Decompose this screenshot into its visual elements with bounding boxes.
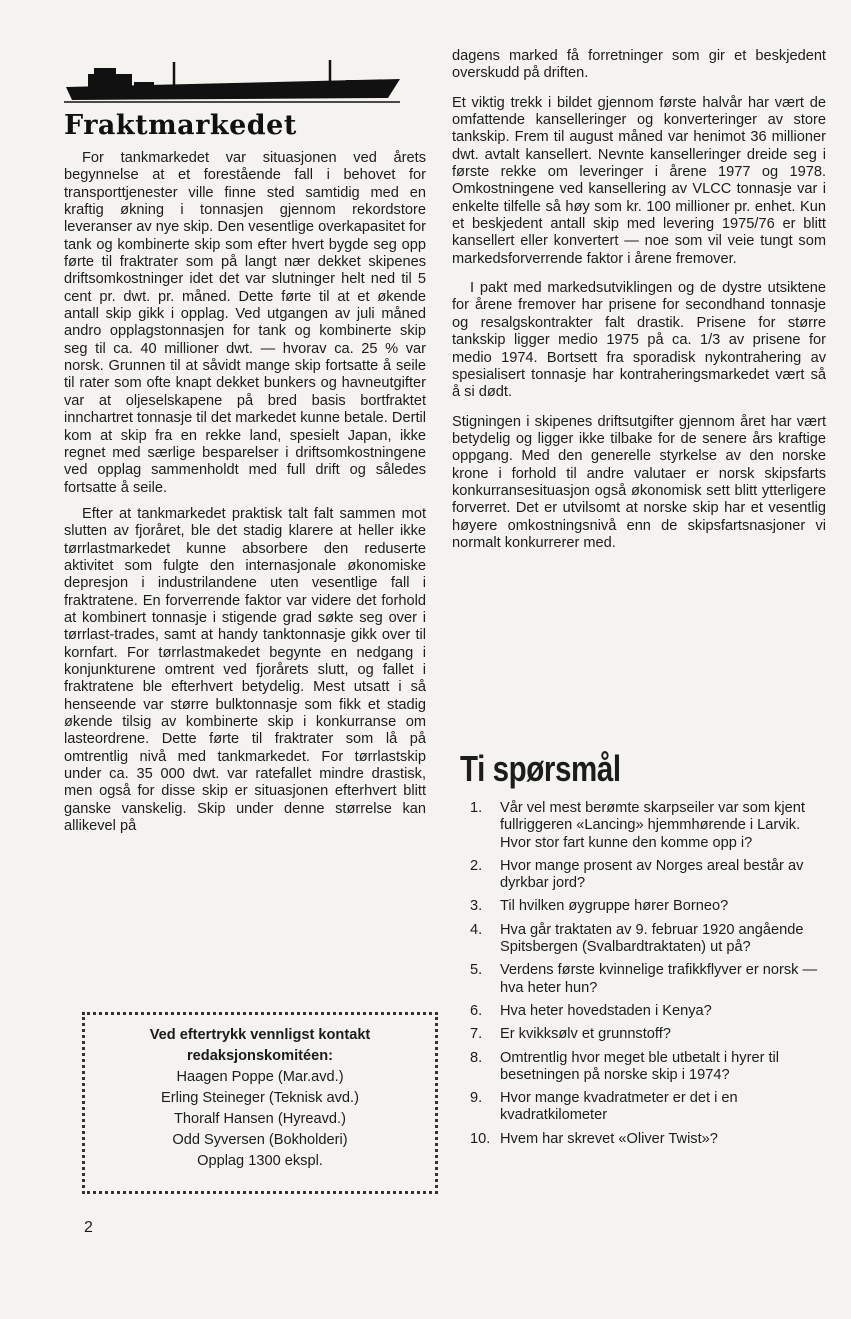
committee-member: Haagen Poppe (Mar.avd.) bbox=[176, 1069, 344, 1085]
quiz-question: Til hvilken øygruppe hører Borneo? bbox=[500, 898, 729, 915]
quiz-number: 9. bbox=[470, 1090, 483, 1107]
paragraph: I pakt med markedsutviklingen og de dystre utsiktene for årene fremover har prisene for secondhand tonnasje og resalgskontrakter falt drastik. Prisene for større tankskip ligger medio 1975 på ca. 1/3 av prisene for medio 1974. Bortsett fra sporadisk nykontrahering av spesialisert tonnasje har kontraheringsmarkedet vært så å si dødt. bbox=[452, 280, 826, 401]
committee-member: Erling Steineger (Teknisk avd.) bbox=[161, 1090, 359, 1106]
quiz-question: Hvem har skrevet «Oliver Twist»? bbox=[500, 1130, 718, 1147]
quiz-number: 6. bbox=[470, 1002, 483, 1019]
paragraph: Et viktig trekk i bildet gjennom første halvår har vært de omfattende kanselleringer og konverteringer av store tankskip. Frem til august måned var henimot 36 millioner dwt. avtalt kansellert. Nevnte kanselleringer dreide seg i første rekke om leveringer i årene 1977 og 1978. Omkostningene ved kansellering av VLCC tonnasje var i enkelte tilfelle så høy som kr. 100 millioner pr. enhet. Kun et beskjedent antall skip med levering 1975/76 er blitt kansellert eller konvertert — noe som vil veie tungt som markedsforverrende faktor i årene fremover. bbox=[452, 94, 826, 267]
quiz-question: Er kvikksølv et grunnstoff? bbox=[500, 1026, 671, 1043]
quiz-question: Hva går traktaten av 9. februar 1920 angående Spitsbergen (Svalbardtraktaten) ut på? bbox=[500, 921, 804, 956]
quiz-item bbox=[452, 858, 828, 893]
quiz-number: 7. bbox=[470, 1026, 483, 1043]
committee-member: Odd Syversen (Bokholderi) bbox=[172, 1132, 348, 1148]
committee-member: Thoralf Hansen (Hyreavd.) bbox=[174, 1111, 346, 1127]
box-heading: Ved eftertrykk vennligst kontakt bbox=[149, 1027, 371, 1043]
paragraph: dagens marked få forretninger som gir et beskjedent overskudd på driften. bbox=[452, 48, 826, 82]
quiz-item bbox=[452, 1090, 828, 1125]
quiz-question: Omtrentlig hvor meget ble utbetalt i hyrer til besetningen på norske skip i 1974? bbox=[500, 1049, 780, 1083]
paragraph: For tankmarkedet var situasjonen ved årets begynnelse at et forestående fall i behovet for transporttjenester ville finne sted samtidig med en kraftig økning i tonnasjen gjennom rekordstore leveranser av nye skip. Den vesentlige overkapasitet for tank og kombinerte skip som efter hvert bygde seg opp førte til fraktrater som på langt nær dekket skipenes driftsomkostninger idet det var slutninger helt ned til 5 cent pr. dwt. pr. måned. Dette førte til at et økende antall skip gikk i opplag. Ved utgangen av juli måned andro opplagstonnasjen for tank og kombinerte skip seg til ca. 40 millioner dwt. — hvorav ca. 25 % var norsk. Grunnen til at såvidt mange skip fortsatte å seile til rater som ofte knapt dekket bunkers og havneutgifter var at oljeselskapene på bred basis bortfraktet innchartret tonnasje til det markedet kunne betale. Dertil kom at skip fra en rekke land, spesielt Japan, ikke regnet med særlige besparelser i driftsomkostningene ved opplag sammenholdt med full drift og således fortsatte å seile. bbox=[64, 150, 426, 496]
tanker-ship-illustration bbox=[64, 58, 400, 104]
page-number: 2 bbox=[84, 1219, 93, 1236]
quiz-number: 2. bbox=[470, 857, 483, 874]
quiz-question: Verdens første kvinnelige trafikkflyver er norsk — hva heter hun? bbox=[500, 962, 818, 996]
quiz-item bbox=[452, 898, 828, 915]
quiz-item bbox=[452, 1131, 828, 1148]
print-run: Opplag 1300 ekspl. bbox=[197, 1153, 323, 1169]
quiz-number: 3. bbox=[470, 898, 483, 915]
quiz-item bbox=[452, 1026, 828, 1043]
quiz-number: 10. bbox=[470, 1130, 491, 1147]
paragraph: Efter at tankmarkedet praktisk talt falt sammen mot slutten av fjoråret, ble det stadig klarere at heller ikke tørrlastmarkedet kunne absorbere den reduserte aktivitet som fulgte den internasjonale økonomiske depresjon i industrilandene uten vesentlige fall i fraktratene. En forverrende faktor var videre det forhold at kombinert tonnasje i stigende grad søkte seg over i tørrlast-trades, samt at handy tanktonnasje gikk over til kornfart. For tørrlastmakedet begynte en nedgang i konjunkturene omtrent ved fjorårets slutt, og fallet i fraktratene ble efterhvert betydelig. Mest utsatt i så henseende var større bulktonnasje som fikk et stadig økende tilsig av kombinerte skip i konkurranse om lasteordrene. Dette førte til fraktrater som lå på omtrentlig nivå med tankmarkedet. For tørrlastskip under ca. 35 000 dwt. var ratefallet mindre drastisk, men også for disse skip er situasjonen efterhvert blitt ganske vanskelig. Skip under denne størrelse kan allikevel på bbox=[64, 505, 426, 835]
quiz-number: 1. bbox=[470, 800, 483, 816]
paragraph: Stigningen i skipenes driftsutgifter gjennom året har vært betydelig og ligger ikke tilbake for de senere års kraftige oppgang. Med den generelle styrkelse av den norske krone i forhold til andre valutaer er norsk skipsfarts konkurransesituasjon også økonomisk sett blitt ytterligere forverret. Det er utvilsomt at norske skip har et vesentlig høyere omkostningsnivå enn de skipsfartsnasjoner vi normalt konkurrerer med. bbox=[452, 413, 826, 551]
quiz-list bbox=[452, 800, 828, 1154]
quiz-question: Vår vel mest berømte skarpseiler var som kjent fullriggeren «Lancing» hjemmhørende i Larvik. Hvor stor fart kunne den komme opp i? bbox=[500, 800, 805, 851]
quiz-number: 8. bbox=[470, 1049, 483, 1066]
quiz-title: Ti spørsmål bbox=[460, 748, 621, 789]
box-subheading: redaksjonskomitéen: bbox=[187, 1048, 333, 1064]
quiz-number: 4. bbox=[470, 921, 483, 938]
quiz-item bbox=[452, 1050, 828, 1085]
quiz-item bbox=[452, 800, 828, 852]
left-column-text bbox=[64, 150, 426, 835]
section-heading: Fraktmarkedet bbox=[64, 110, 297, 141]
quiz-item bbox=[452, 962, 828, 997]
editorial-contact-box bbox=[82, 1012, 438, 1194]
quiz-question: Hvor mange prosent av Norges areal består av dyrkbar jord? bbox=[500, 857, 804, 892]
quiz-question: Hvor mange kvadratmeter er det i en kvadratkilometer bbox=[500, 1090, 738, 1124]
quiz-item bbox=[452, 1003, 828, 1020]
quiz-question: Hva heter hovedstaden i Kenya? bbox=[500, 1002, 712, 1019]
quiz-number: 5. bbox=[470, 962, 483, 979]
quiz-item bbox=[452, 922, 828, 957]
right-column-text bbox=[452, 48, 826, 552]
